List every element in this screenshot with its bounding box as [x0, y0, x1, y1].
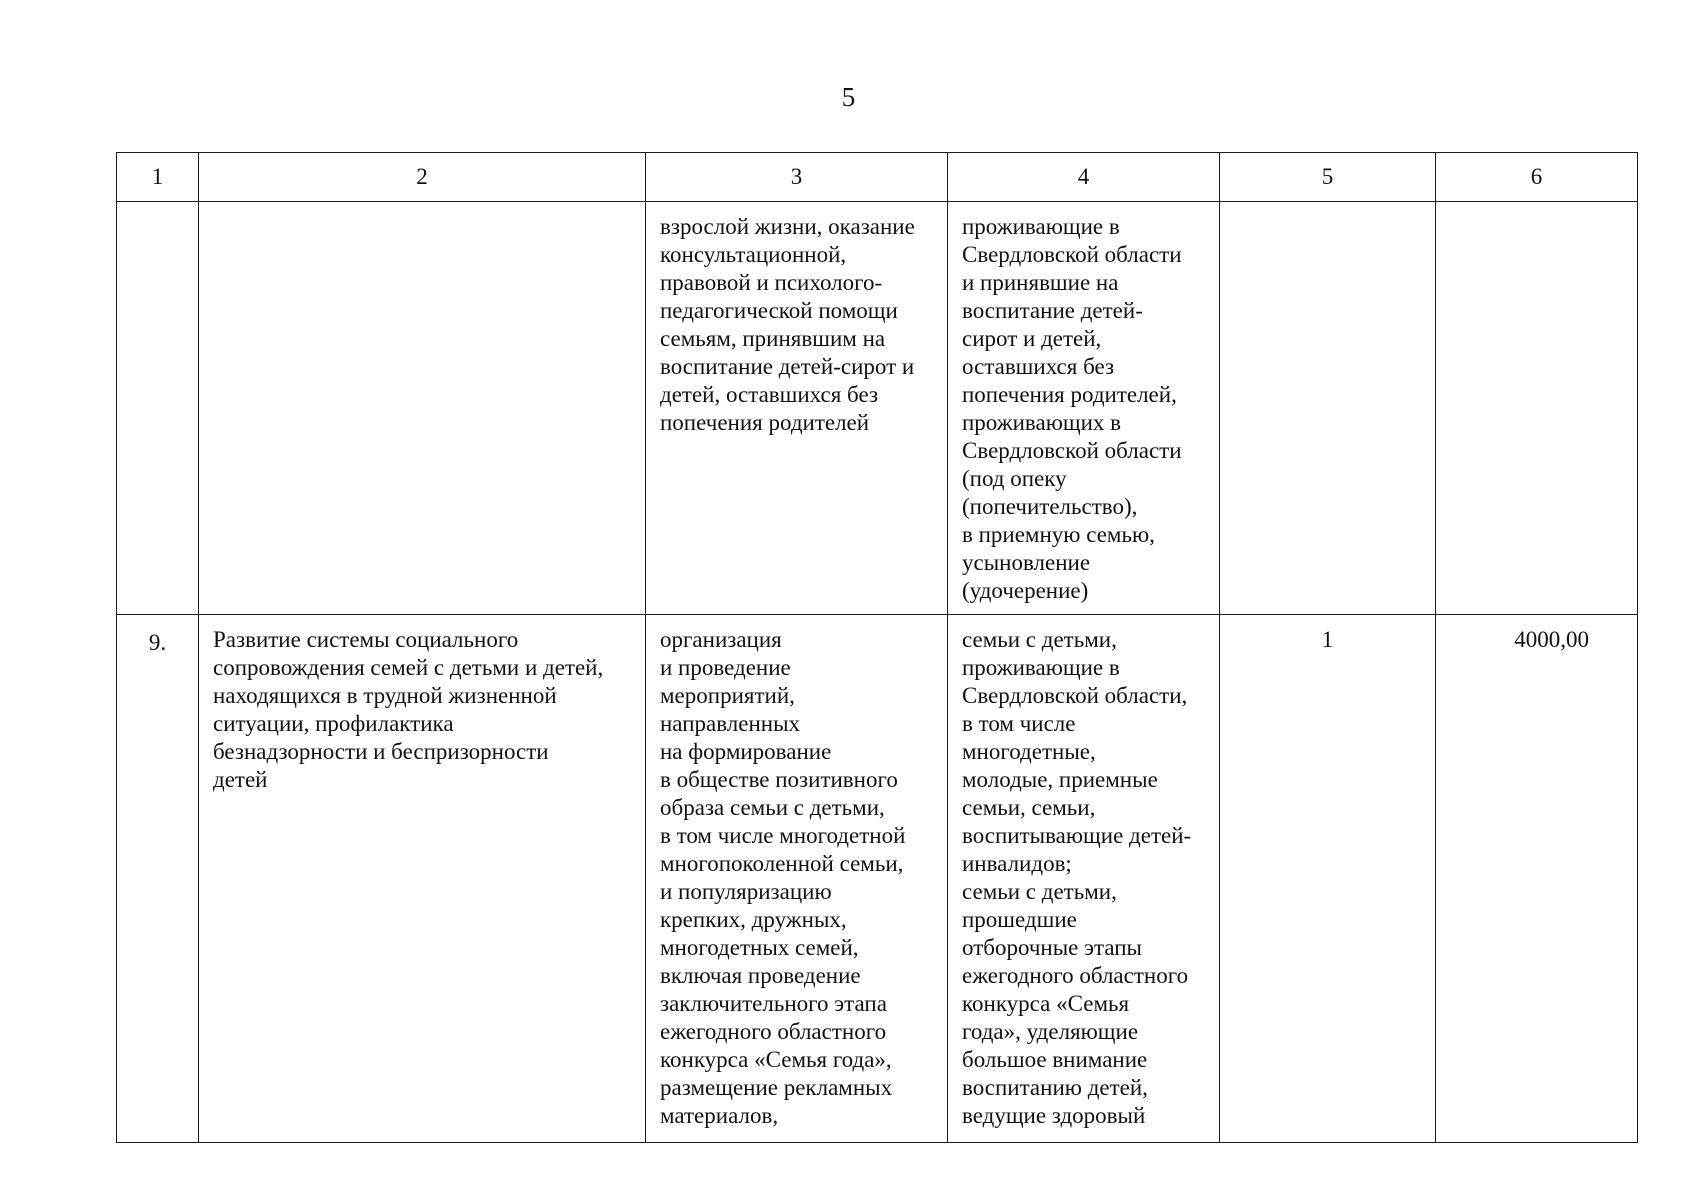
row-number-cell	[117, 202, 199, 615]
row-amount	[1436, 202, 1637, 213]
table-row	[117, 202, 1638, 615]
row-count	[1220, 202, 1435, 213]
page-number: 5	[841, 82, 856, 112]
row-participants-cell	[948, 202, 1220, 615]
header-col-4: 4	[948, 153, 1220, 202]
table-header-row	[117, 153, 1638, 202]
row-amount-cell	[1436, 615, 1638, 1143]
row-amount-cell	[1436, 202, 1638, 615]
row-participants: семьи с детьми, проживающие в Свердловской области, в том числе многодетные, молодые, приемные семьи, семьи, воспитывающие детей- инвалидов; семьи с детьми, прошедшие отборочные этапы ежегодного областного конкурса «Семья года», уделяющие большое внимание воспитанию детей, ведущие здоровый	[962, 627, 1192, 1128]
row-name	[199, 202, 645, 213]
row-number	[117, 202, 198, 216]
table-row	[117, 615, 1638, 1143]
header-col-3: 3	[646, 153, 948, 202]
row-activity-cell	[646, 202, 948, 615]
row-number-cell	[117, 615, 199, 1143]
row-participants-cell	[948, 615, 1220, 1143]
row-activity-cell	[646, 615, 948, 1143]
row-activity: взрослой жизни, оказание консультационной, правовой и психолого- педагогической помощи семьям, принявшим на воспитание детей-сирот и детей, оставшихся без попечения родителей	[660, 214, 915, 435]
row-count-cell	[1220, 615, 1436, 1143]
row-number: 9.	[148, 630, 167, 655]
header-col-5: 5	[1220, 153, 1436, 202]
row-name-cell	[199, 202, 646, 615]
header-col-1: 1	[117, 153, 199, 202]
header-col-6: 6	[1436, 153, 1638, 202]
row-participants: проживающие в Свердловской области и принявшие на воспитание детей- сирот и детей, оставшихся без попечения родителей, проживающих в Свердловской области (под опеку (попечительство), в приемную семью, усыновление (удочерение)	[962, 214, 1182, 603]
document-table	[116, 152, 1638, 1143]
row-count-cell	[1220, 202, 1436, 615]
row-amount: 4000,00	[1514, 627, 1589, 652]
header-col-2: 2	[199, 153, 646, 202]
row-name: Развитие системы социального сопровождения семей с детьми и детей, находящихся в трудной жизненной ситуации, профилактика безнадзорности и беспризорности детей	[213, 627, 604, 792]
row-activity: организация и проведение мероприятий, направленных на формирование в обществе позитивного образа семьи с детьми, в том числе многодетной многопоколенной семьи, и популяризацию крепких, дружных, многодетных семей, включая проведение заключительного этапа ежегодного областного конкурса «Семья года», размещение рекламных материалов,	[660, 627, 906, 1128]
row-count: 1	[1321, 627, 1334, 652]
row-name-cell	[199, 615, 646, 1143]
